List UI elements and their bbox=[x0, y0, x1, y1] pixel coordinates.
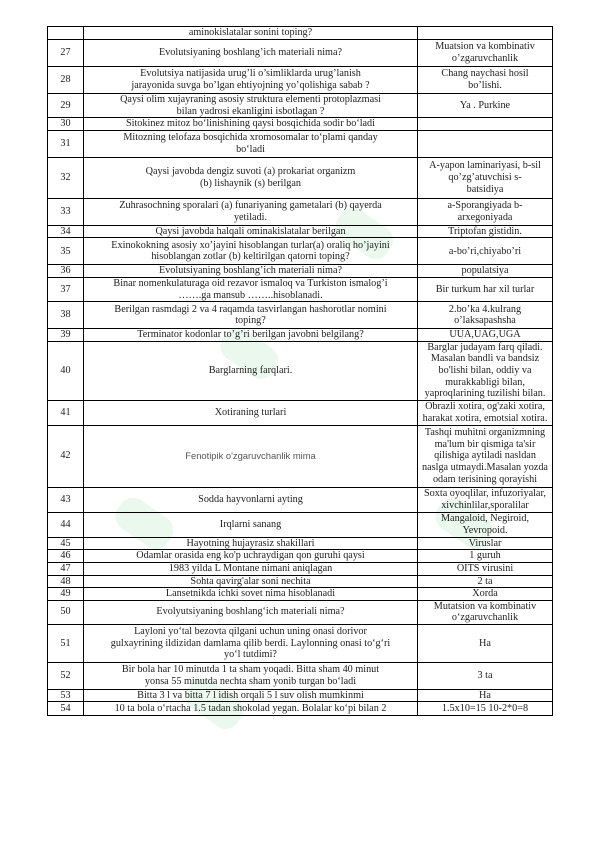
table-row bbox=[48, 702, 553, 716]
table-row bbox=[48, 425, 553, 487]
answer-cell: Chang naychasi hosil bo’lishi. bbox=[418, 67, 553, 94]
row-number: 50 bbox=[48, 600, 84, 624]
row-number: 46 bbox=[48, 550, 84, 563]
table-row bbox=[48, 27, 553, 40]
answer-cell: Mutatsion va kombinativ o‘zgaruvchanlik bbox=[418, 600, 553, 624]
row-number: 40 bbox=[48, 341, 84, 400]
question-cell: Binar nomenkulaturaga oid rezavor ismaloq va Turkiston ismalog’i …….ga mansub ……..hisoblanadi. bbox=[84, 277, 418, 301]
question-cell: Qaysi javobda dengiz suvoti (a) prokariat organizm (b) lishaynik (s) berilgan bbox=[84, 157, 418, 198]
answer-cell: Xorda bbox=[418, 588, 553, 601]
table-row bbox=[48, 588, 553, 601]
question-cell: Sodda hayvonlarni ayting bbox=[84, 487, 418, 512]
question-cell: 10 ta bola o‘rtacha 1.5 tadan shokolad yegan. Bolalar ko‘pi bilan 2 bbox=[84, 702, 418, 716]
question-cell: Barglarning farqlari. bbox=[84, 341, 418, 400]
row-number: 34 bbox=[48, 225, 84, 238]
question-cell: Zuhrasochning sporalari (a) funariyaning gametalari (b) qayerda yetiladi. bbox=[84, 198, 418, 225]
questions-table-body bbox=[48, 27, 553, 716]
question-cell: Sitokinez mitoz bo‘linishining qaysi bosqichida sodir bo‘ladi bbox=[84, 118, 418, 131]
row-number: 43 bbox=[48, 487, 84, 512]
table-row bbox=[48, 225, 553, 238]
answer-cell: Mangaloid, Negiroid, Yevropoid. bbox=[418, 512, 553, 537]
questions-table bbox=[47, 26, 553, 716]
answer-cell: Viruslar bbox=[418, 537, 553, 550]
answer-cell: populatsiya bbox=[418, 265, 553, 278]
table-row bbox=[48, 575, 553, 588]
table-row bbox=[48, 40, 553, 67]
table-row bbox=[48, 130, 553, 157]
answer-cell: Bir turkum har xil turlar bbox=[418, 277, 553, 301]
table-row bbox=[48, 562, 553, 575]
row-number: 33 bbox=[48, 198, 84, 225]
row-number: 54 bbox=[48, 702, 84, 716]
table-row bbox=[48, 198, 553, 225]
answer-cell: Soxta oyoqlilar, infuzoriyalar, xivchinlilar,sporalilar bbox=[418, 487, 553, 512]
question-cell: Mitozning telofaza bosqichida xromosomalar to‘plami qanday bo‘ladi bbox=[84, 130, 418, 157]
table-row bbox=[48, 265, 553, 278]
question-cell: Layloni yo‘tal bezovta qilgani uchun uning onasi dorivor gulxayrining ildizidan damlama qilib berdi. Laylonning onasi to‘g‘ri yo‘l tutdimi? bbox=[84, 624, 418, 662]
row-number: 38 bbox=[48, 302, 84, 329]
answer-cell: Ha bbox=[418, 689, 553, 702]
answer-cell: 1.5x10=15 10-2*0=8 bbox=[418, 702, 553, 716]
answer-cell bbox=[418, 27, 553, 40]
table-row bbox=[48, 94, 553, 118]
question-cell: Irqlarni sanang bbox=[84, 512, 418, 537]
question-cell: Qaysi olim xujayraning asosiy struktura elementi protoplazmasi bilan yadrosi ekanligini isbotlagan ? bbox=[84, 94, 418, 118]
question-cell: Evolutsiya natijasida urug’li o’simliklarda urug’lanish jarayonida suvga bo’lgan ehtiyojning yo’qolishiga sabab ? bbox=[84, 67, 418, 94]
answer-cell: UUA,UAG,UGA bbox=[418, 329, 553, 342]
row-number: 27 bbox=[48, 40, 84, 67]
answer-cell: 2 ta bbox=[418, 575, 553, 588]
answer-cell: 3 ta bbox=[418, 662, 553, 689]
question-cell: aminokislatalar sonini toping? bbox=[84, 27, 418, 40]
row-number: 31 bbox=[48, 130, 84, 157]
row-number: 52 bbox=[48, 662, 84, 689]
answer-cell: A-yapon laminariyasi, b-sil qo’zg’atuvchisi s- batsidiya bbox=[418, 157, 553, 198]
question-cell: Odamlar orasida eng ko'p uchraydigan qon guruhi qaysi bbox=[84, 550, 418, 563]
question-cell: Qaysi javobda halqali ominakislatalar berilgan bbox=[84, 225, 418, 238]
question-cell: Bir bola har 10 minutda 1 ta sham yoqadi. Bitta sham 40 minut yonsa 55 minutda nechta sham yonib turgan bo‘ladi bbox=[84, 662, 418, 689]
question-cell: Terminator kodonlar to’g’ri berilgan javobni belgilang? bbox=[84, 329, 418, 342]
question-cell: Evolutsiyaning boshlang’ich materiali nima? bbox=[84, 40, 418, 67]
row-number: 47 bbox=[48, 562, 84, 575]
row-number: 41 bbox=[48, 400, 84, 425]
answer-cell: Ya . Purkine bbox=[418, 94, 553, 118]
table-row bbox=[48, 277, 553, 301]
row-number: 36 bbox=[48, 265, 84, 278]
answer-cell bbox=[418, 130, 553, 157]
question-cell: Berilgan rasmdagi 2 va 4 raqamda tasvirlangan hashorotlar nomini toping? bbox=[84, 302, 418, 329]
answer-cell: Barglar judayam farq qiladi. Masalan bandli va bandsiz bo'lishi bilan, oddiy va murakkabligi bilan, yaproqlarining tuzilishi bilan. bbox=[418, 341, 553, 400]
table-row bbox=[48, 624, 553, 662]
row-number: 29 bbox=[48, 94, 84, 118]
row-number: 45 bbox=[48, 537, 84, 550]
row-number: 37 bbox=[48, 277, 84, 301]
answer-cell: Obrazli xotira, og'zaki xotira, harakat xotira, emotsial xotira. bbox=[418, 400, 553, 425]
answer-cell: 2.bo’ka 4.kulrang o’laksapashsha bbox=[418, 302, 553, 329]
table-row bbox=[48, 157, 553, 198]
row-number: 39 bbox=[48, 329, 84, 342]
row-number bbox=[48, 27, 84, 40]
row-number: 49 bbox=[48, 588, 84, 601]
table-row bbox=[48, 400, 553, 425]
table-row bbox=[48, 67, 553, 94]
question-cell: Evolutsiyaning boshlang’ich materiali nima? bbox=[84, 265, 418, 278]
row-number: 44 bbox=[48, 512, 84, 537]
row-number: 42 bbox=[48, 425, 84, 487]
question-cell: Lansetnikda ichki sovet nima hisoblanadi bbox=[84, 588, 418, 601]
row-number: 32 bbox=[48, 157, 84, 198]
question-cell: Evolyutsiyaning boshlang‘ich materiali nima? bbox=[84, 600, 418, 624]
answer-cell: 1 guruh bbox=[418, 550, 553, 563]
row-number: 28 bbox=[48, 67, 84, 94]
table-row bbox=[48, 662, 553, 689]
answer-cell: Ha bbox=[418, 624, 553, 662]
table-row bbox=[48, 329, 553, 342]
table-row bbox=[48, 537, 553, 550]
table-row bbox=[48, 341, 553, 400]
question-cell: Exinokokning asosiy xo’jayini hisoblangan turlar(a) oraliq ho’jayini hisoblangan zotlar (b) keltirilgan qatorni toping? bbox=[84, 238, 418, 265]
answer-cell: Tashqi muhitni organizmning ma'lum bir qismiga ta'sir qilishiga aytiladi nasldan naslga utmaydi.Masalan yozda odam terisining qorayishi bbox=[418, 425, 553, 487]
table-row bbox=[48, 689, 553, 702]
question-cell: Bitta 3 l va bitta 7 l idish orqali 5 l suv olish mumkinmi bbox=[84, 689, 418, 702]
answer-cell: Triptofan gistidin. bbox=[418, 225, 553, 238]
answer-cell: OITS virusini bbox=[418, 562, 553, 575]
table-row bbox=[48, 512, 553, 537]
table-row bbox=[48, 550, 553, 563]
table-row bbox=[48, 238, 553, 265]
question-cell: Xotiraning turlari bbox=[84, 400, 418, 425]
table-row bbox=[48, 600, 553, 624]
row-number: 51 bbox=[48, 624, 84, 662]
table-row bbox=[48, 118, 553, 131]
row-number: 35 bbox=[48, 238, 84, 265]
question-cell: Sohta qavirg'alar soni nechita bbox=[84, 575, 418, 588]
table-row bbox=[48, 302, 553, 329]
question-cell: Fenotipik o'zgaruvchanlik mima bbox=[84, 425, 418, 487]
row-number: 30 bbox=[48, 118, 84, 131]
answer-cell: a-Sporangiyada b- arxegoniyada bbox=[418, 198, 553, 225]
question-cell: 1983 yilda L Montane nimani aniqlagan bbox=[84, 562, 418, 575]
row-number: 53 bbox=[48, 689, 84, 702]
answer-cell: a-bo’ri,chiyabo’ri bbox=[418, 238, 553, 265]
row-number: 48 bbox=[48, 575, 84, 588]
table-row bbox=[48, 487, 553, 512]
question-cell: Hayotning hujayrasiz shakillari bbox=[84, 537, 418, 550]
answer-cell: Muatsion va kombinativ o’zgaruvchanlik bbox=[418, 40, 553, 67]
answer-cell bbox=[418, 118, 553, 131]
